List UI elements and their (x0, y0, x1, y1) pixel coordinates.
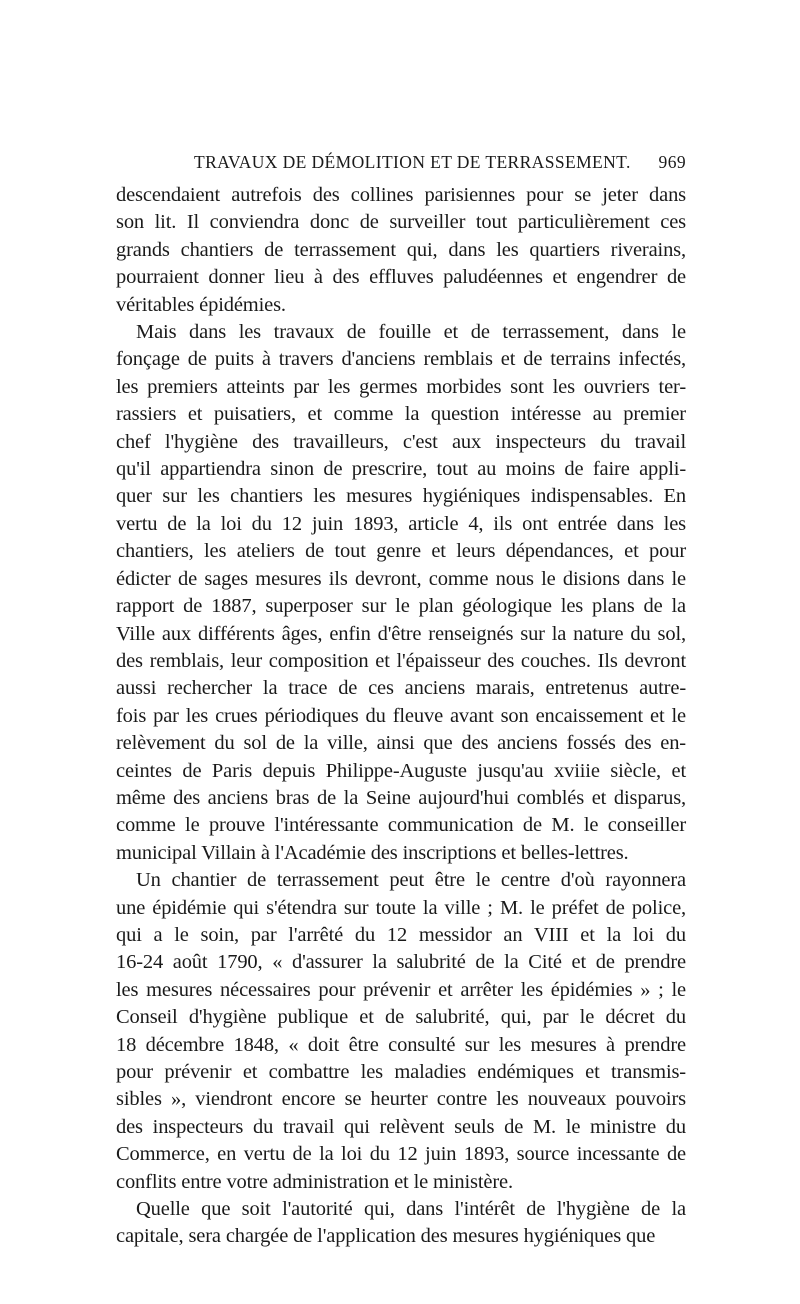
text-line: sibles », viendront encore se heurter contre les nouveaux pouvoirs (116, 1088, 686, 1111)
text-line: municipal Villain à l'Académie des inscriptions et belles-lettres. (116, 841, 629, 864)
text-line: fois par les crues périodiques du fleuve avant son encaissement et le (116, 704, 686, 727)
text-line: descendaient autrefois des collines parisiennes pour se jeter dans (116, 184, 686, 206)
paragraph (116, 1196, 686, 1251)
paragraph (116, 867, 686, 1196)
text-line: qui a le soin, par l'arrêté du 12 messidor an VIII et la loi du (116, 923, 686, 946)
text-line: vertu de la loi du 12 juin 1893, article 4, ils ont entrée dans les (116, 512, 686, 535)
text-line: son lit. Il conviendra donc de surveiller tout particulièrement ces (116, 211, 686, 234)
text-line: les premiers atteints par les germes morbides sont les ouvriers ter- (116, 375, 686, 398)
text-line: quer sur les chantiers les mesures hygiéniques indispensables. En (116, 485, 686, 508)
text-line: comme le prouve l'intéressante communication de M. le conseiller (116, 814, 686, 837)
paragraph (116, 319, 686, 867)
text-line: rapport de 1887, superposer sur le plan géologique les plans de la (116, 595, 686, 618)
text-line: ceintes de Paris depuis Philippe-Auguste jusqu'au xviiie siècle, et (116, 759, 686, 782)
running-title: TRAVAUX DE DÉMOLITION ET DE TERRASSEMENT. (194, 152, 631, 172)
text-line: une épidémie qui s'étendra sur toute la ville ; M. le préfet de police, (116, 896, 686, 919)
text-line: 16-24 août 1790, « d'assurer la salubrité de la Cité et de prendre (116, 951, 686, 974)
running-head (116, 152, 686, 173)
text-line: Mais dans les travaux de fouille et de terrassement, dans le (136, 321, 686, 344)
text-line: relèvement du sol de la ville, ainsi que des anciens fossés des en- (116, 732, 686, 755)
text-line: véritables épidémies. (116, 293, 286, 316)
text-line: grands chantiers de terrassement qui, dans les quartiers riverains, (116, 238, 686, 261)
text-line: rassiers et puisatiers, et comme la question intéresse au premier (116, 403, 686, 426)
text-line: Un chantier de terrassement peut être le centre d'où rayonnera (136, 869, 686, 892)
text-line: fonçage de puits à travers d'anciens remblais et de terrains infectés, (116, 348, 686, 371)
text-line: Quelle que soit l'autorité qui, dans l'intérêt de l'hygiène de la (136, 1198, 686, 1221)
body-text (116, 182, 686, 1251)
text-line: Commerce, en vertu de la loi du 12 juin 1893, source incessante de (116, 1143, 686, 1166)
text-line: chef l'hygiène des travailleurs, c'est aux inspecteurs du travail (116, 430, 686, 453)
text-line: 18 décembre 1848, « doit être consulté sur les mesures à prendre (116, 1033, 686, 1056)
text-line: édicter de sages mesures ils devront, comme nous le disions dans le (116, 567, 686, 590)
paragraph (116, 182, 686, 319)
text-line: Ville aux différents âges, enfin d'être renseignés sur la nature du sol, (116, 622, 686, 645)
text-line: pour prévenir et combattre les maladies endémiques et transmis- (116, 1061, 686, 1083)
text-line: les mesures nécessaires pour prévenir et arrêter les épidémies » ; le (116, 978, 686, 1001)
text-line: des inspecteurs du travail qui relèvent seuls de M. le ministre du (116, 1115, 686, 1138)
text-line: aussi rechercher la trace de ces anciens marais, entretenus autre- (116, 677, 686, 700)
text-line: des remblais, leur composition et l'épaisseur des couches. Ils devront (116, 649, 686, 672)
text-line: chantiers, les ateliers de tout genre et leurs dépendances, et pour (116, 540, 686, 563)
text-line: conflits entre votre administration et le ministère. (116, 1170, 513, 1193)
text-line: pourraient donner lieu à des effluves paludéennes et engendrer de (116, 266, 686, 289)
text-line: capitale, sera chargée de l'application des mesures hygiéniques que (116, 1225, 656, 1248)
text-line: Conseil d'hygiène publique et de salubrité, qui, par le décret du (116, 1006, 686, 1029)
text-line: qu'il appartiendra sinon de prescrire, tout au moins de faire appli- (116, 458, 686, 481)
text-line: même des anciens bras de la Seine aujourd'hui comblés et disparus, (116, 786, 686, 809)
page-number: 969 (658, 152, 686, 172)
